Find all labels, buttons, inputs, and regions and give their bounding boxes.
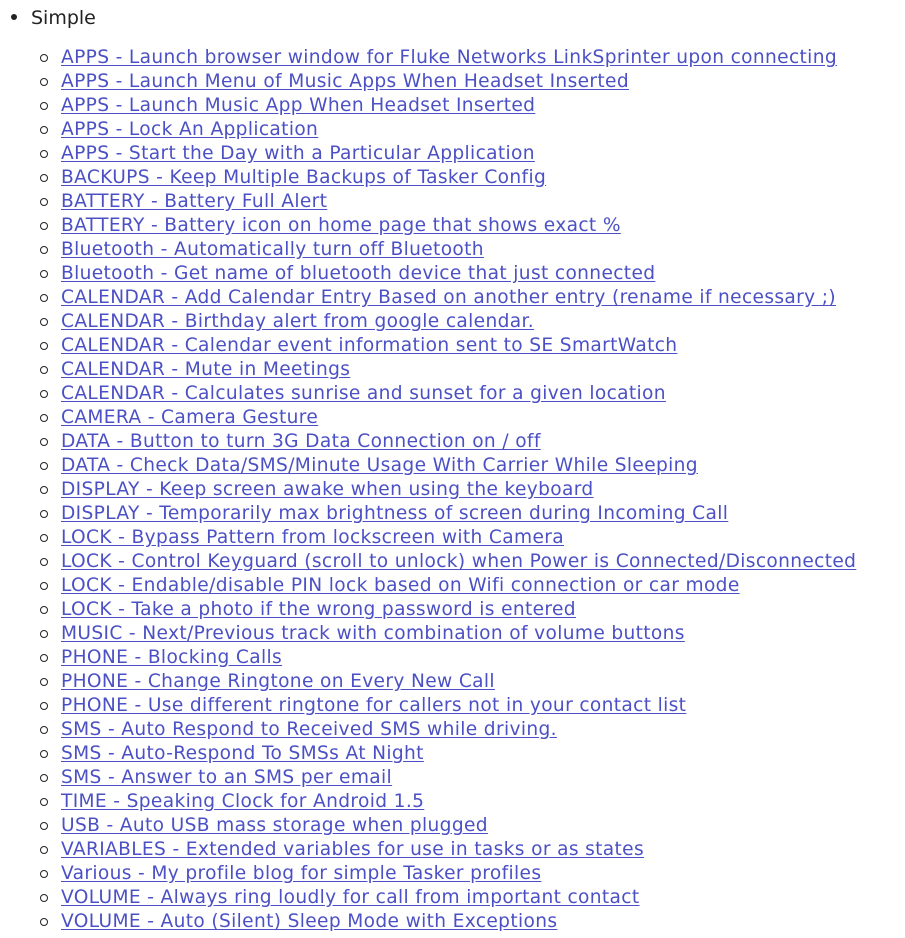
circle-bullet-icon [40, 918, 48, 926]
list-item-link[interactable]: VOLUME - Always ring loudly for call from important contact [61, 887, 640, 908]
list-item-link[interactable]: SMS - Answer to an SMS per email [61, 767, 393, 788]
list-item-link[interactable]: LOCK - Endable/disable PIN lock based on Wifi connection or car mode [61, 575, 740, 596]
list-item-link[interactable]: MUSIC - Next/Previous track with combination of volume buttons [61, 623, 685, 644]
list-item-link[interactable]: APPS - Start the Day with a Particular Application [61, 143, 535, 164]
list-item-link[interactable]: APPS - Launch Menu of Music Apps When Headset Inserted [61, 71, 629, 92]
circle-bullet-icon [40, 366, 48, 374]
circle-bullet-icon [40, 342, 48, 350]
circle-bullet-icon [40, 894, 48, 902]
list-item-link[interactable]: VARIABLES - Extended variables for use in tasks or as states [61, 839, 645, 860]
circle-bullet-icon [40, 678, 48, 686]
list-item-link[interactable]: Bluetooth - Get name of bluetooth device that just connected [61, 263, 656, 284]
circle-bullet-icon [40, 486, 48, 494]
circle-bullet-icon [40, 318, 48, 326]
list-item-link[interactable]: APPS - Lock An Application [61, 119, 319, 140]
circle-bullet-icon [40, 126, 48, 134]
circle-bullet-icon [40, 870, 48, 878]
circle-bullet-icon [40, 774, 48, 782]
circle-bullet-icon [40, 606, 48, 614]
list-item-link[interactable]: DATA - Button to turn 3G Data Connection on / off [61, 431, 541, 452]
list-item-link[interactable]: USB - Auto USB mass storage when plugged [61, 815, 488, 836]
circle-bullet-icon [40, 534, 48, 542]
circle-bullet-icon [40, 438, 48, 446]
list-item-link[interactable]: DISPLAY - Temporarily max brightness of screen during Incoming Call [61, 503, 729, 524]
list-item-link[interactable]: CALENDAR - Calculates sunrise and sunset for a given location [61, 383, 666, 404]
circle-bullet-icon [40, 150, 48, 158]
list-item-link[interactable]: Various - My profile blog for simple Tasker profiles [61, 863, 542, 884]
circle-bullet-icon [40, 558, 48, 566]
circle-bullet-icon [40, 414, 48, 422]
list-item-link[interactable]: LOCK - Bypass Pattern from lockscreen with Camera [61, 527, 564, 548]
circle-bullet-icon [40, 846, 48, 854]
circle-bullet-icon [40, 78, 48, 86]
list-item-link[interactable]: CALENDAR - Mute in Meetings [61, 359, 351, 380]
list-item-link[interactable]: VOLUME - Auto (Silent) Sleep Mode with Exceptions [61, 911, 558, 932]
list-item-link[interactable]: BACKUPS - Keep Multiple Backups of Tasker Config [61, 167, 547, 188]
circle-bullet-icon [40, 702, 48, 710]
circle-bullet-icon [40, 462, 48, 470]
circle-bullet-icon [40, 750, 48, 758]
circle-bullet-icon [40, 174, 48, 182]
list-item-link[interactable]: SMS - Auto-Respond To SMSs At Night [61, 743, 424, 764]
list-item-link[interactable]: APPS - Launch browser window for Fluke Networks LinkSprinter upon connecting [61, 47, 837, 68]
circle-bullet-icon [40, 102, 48, 110]
circle-bullet-icon [40, 294, 48, 302]
circle-bullet-icon [40, 654, 48, 662]
circle-bullet-icon [40, 390, 48, 398]
list-item-link[interactable]: PHONE - Use different ringtone for callers not in your contact list [61, 695, 687, 716]
circle-bullet-icon [40, 726, 48, 734]
list-item-link[interactable]: BATTERY - Battery icon on home page that shows exact % [61, 215, 621, 236]
list-item-link[interactable]: TIME - Speaking Clock for Android 1.5 [61, 791, 425, 812]
circle-bullet-icon [40, 510, 48, 518]
circle-bullet-icon [40, 222, 48, 230]
list-item-link[interactable]: LOCK - Control Keyguard (scroll to unlock) when Power is Connected/Disconnected [61, 551, 857, 572]
list-item-link[interactable]: LOCK - Take a photo if the wrong password is entered [61, 599, 576, 620]
circle-bullet-icon [40, 822, 48, 830]
top-list-item [11, 6, 96, 30]
circle-bullet-icon [40, 582, 48, 590]
list-item-link[interactable]: DATA - Check Data/SMS/Minute Usage With Carrier While Sleeping [61, 455, 698, 476]
list-item-link[interactable]: PHONE - Blocking Calls [61, 647, 283, 668]
list-item-link[interactable]: CALENDAR - Add Calendar Entry Based on another entry (rename if necessary ;) [61, 287, 836, 308]
circle-bullet-icon [40, 798, 48, 806]
list-item-link[interactable]: CAMERA - Camera Gesture [61, 407, 319, 428]
bullet-icon [11, 14, 17, 20]
list-item-link[interactable]: CALENDAR - Birthday alert from google calendar. [61, 311, 535, 332]
list-item-link[interactable]: BATTERY - Battery Full Alert [61, 191, 328, 212]
list-item-link[interactable]: CALENDAR - Calendar event information sent to SE SmartWatch [61, 335, 678, 356]
list-item-link[interactable]: PHONE - Change Ringtone on Every New Call [61, 671, 495, 692]
list-item-link[interactable]: SMS - Auto Respond to Received SMS while driving. [61, 719, 557, 740]
list-item-link[interactable]: DISPLAY - Keep screen awake when using the keyboard [61, 479, 594, 500]
circle-bullet-icon [40, 246, 48, 254]
circle-bullet-icon [40, 270, 48, 278]
circle-bullet-icon [40, 54, 48, 62]
circle-bullet-icon [40, 198, 48, 206]
circle-bullet-icon [40, 630, 48, 638]
top-list-item-label: Simple [31, 7, 96, 29]
list-item-link[interactable]: APPS - Launch Music App When Headset Inserted [61, 95, 536, 116]
list-item-link[interactable]: Bluetooth - Automatically turn off Bluetooth [61, 239, 484, 260]
